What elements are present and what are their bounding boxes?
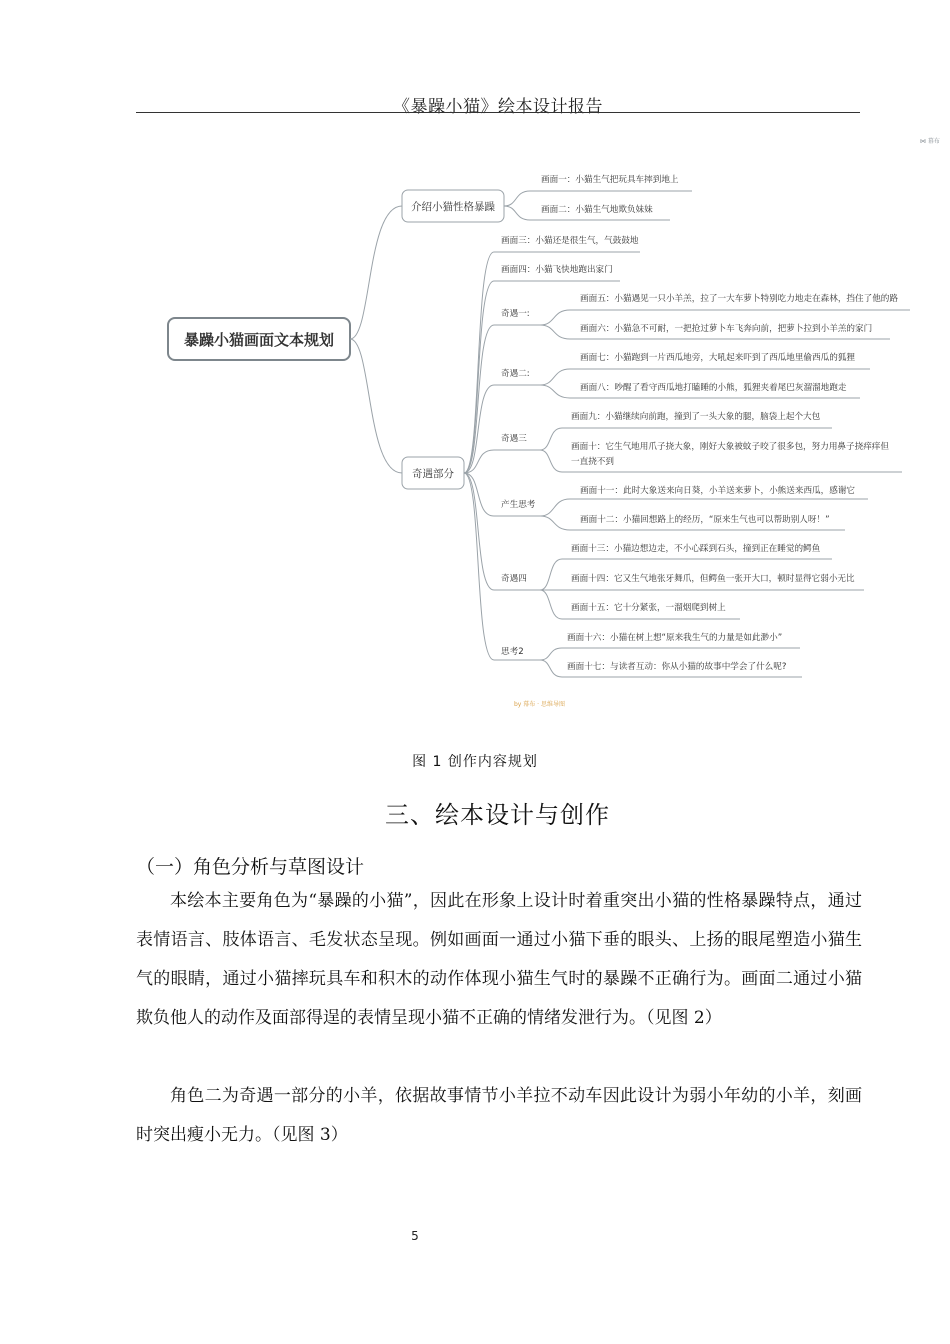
mm-leaf: 画面十六：小猫在树上想“原来我生气的力量是如此渺小” — [567, 633, 783, 643]
mm-group-label: 产生思考 — [501, 500, 536, 510]
body-paragraph: 角色二为奇遇一部分的小羊，依据故事情节小羊拉不动车因此设计为弱小年幼的小羊，刻画时突出瘦小无力。（见图 3） — [136, 1086, 862, 1145]
mm-footer-mark: by 幕布 · 思维导图 — [514, 701, 565, 708]
mm-leaf: 画面一：小猫生气把玩具车摔到地上 — [541, 175, 679, 185]
mm-leaf: 画面六：小猫急不可耐，一把抢过萝卜车飞奔向前，把萝卜拉到小羊羔的家门 — [580, 324, 873, 334]
mm-leaf: 画面十四：它又生气地张牙舞爪，但鳄鱼一张开大口，顿时显得它弱小无比 — [571, 574, 855, 584]
running-header-title: 《暴躁小猫》绘本设计报告 — [393, 97, 603, 117]
mm-leaf: 画面十：它生气地用爪子挠大象，刚好大象被蚊子咬了很多包，努力用鼻子挠痒痒但 — [571, 442, 889, 452]
mm-leaf: 画面十二：小猫回想路上的经历，“原来生气也可以帮助别人呀！” — [580, 515, 830, 525]
mm-group-label: 奇遇二: — [501, 369, 530, 379]
mm-corner-mark: ⋈ 幕布 — [920, 138, 940, 145]
mm-leaf: 画面五：小猫遇见一只小羊羔，拉了一大车萝卜特别吃力地走在森林，挡住了他的路 — [580, 294, 898, 304]
mm-leaf: 一直挠不到 — [571, 457, 614, 467]
mm-group-label: 思考2 — [501, 647, 524, 657]
mm-leaf: 画面十七：与读者互动：你从小猫的故事中学会了什么呢? — [567, 662, 787, 672]
mm-leaf: 画面二：小猫生气地欺负妹妹 — [541, 205, 653, 215]
mind-map-figure — [150, 128, 950, 718]
mm-branch-encounters-label: 奇遇部分 — [412, 468, 454, 480]
mm-leaf: 画面十五：它十分紧张，一溜烟爬到树上 — [571, 603, 726, 613]
mm-leaf: 画面七：小猫跑到一片西瓜地旁，大吼起来吓到了西瓜地里偷西瓜的狐狸 — [580, 353, 856, 363]
figure-caption: 图 1 创作内容规划 — [412, 754, 538, 770]
mm-group-label: 奇遇一: — [501, 309, 530, 319]
page-number: 5 — [411, 1229, 419, 1243]
mm-leaf: 画面十一：此时大象送来向日葵，小羊送来萝卜，小熊送来西瓜，感谢它 — [580, 486, 856, 496]
mm-root-label: 暴躁小猫画面文本规划 — [183, 331, 335, 349]
mm-leaf: 画面四：小猫飞快地跑出家门 — [501, 265, 613, 275]
body-paragraph: 本绘本主要角色为“暴躁的小猫”，因此在形象上设计时着重突出小猫的性格暴躁特点，通过表情语言、肢体语言、毛发状态呈现。例如画面一通过小猫下垂的眼头、上扬的眼尾塑造小猫生气的眼睛，通过小猫摔玩具车和积木的动作体现小猫生气时的暴躁不正确行为。画面二通过小猫欺负他人的动作及面部得逞的表情呈现小猫不正确的情绪发泄行为。（见图 2） — [136, 891, 862, 1028]
mm-leaf: 画面八：吵醒了看守西瓜地打瞌睡的小熊，狐狸夹着尾巴灰溜溜地跑走 — [580, 383, 847, 393]
section-title: 三、绘本设计与创作 — [385, 801, 610, 829]
header-rule — [136, 112, 860, 113]
mm-group-label: 奇遇三 — [501, 434, 527, 444]
mm-group-label: 奇遇四 — [501, 574, 527, 584]
subsection-title: （一）角色分析与草图设计 — [136, 856, 365, 878]
mm-leaf: 画面十三：小猫边想边走，不小心踩到石头，撞到正在睡觉的鳄鱼 — [571, 544, 821, 554]
mm-leaf: 画面三：小猫还是很生气，气鼓鼓地 — [501, 236, 639, 246]
mm-leaf: 画面九：小猫继续向前跑，撞到了一头大象的腿，脑袋上起个大包 — [571, 412, 821, 422]
mm-branch-intro-label: 介绍小猫性格暴躁 — [411, 201, 495, 213]
